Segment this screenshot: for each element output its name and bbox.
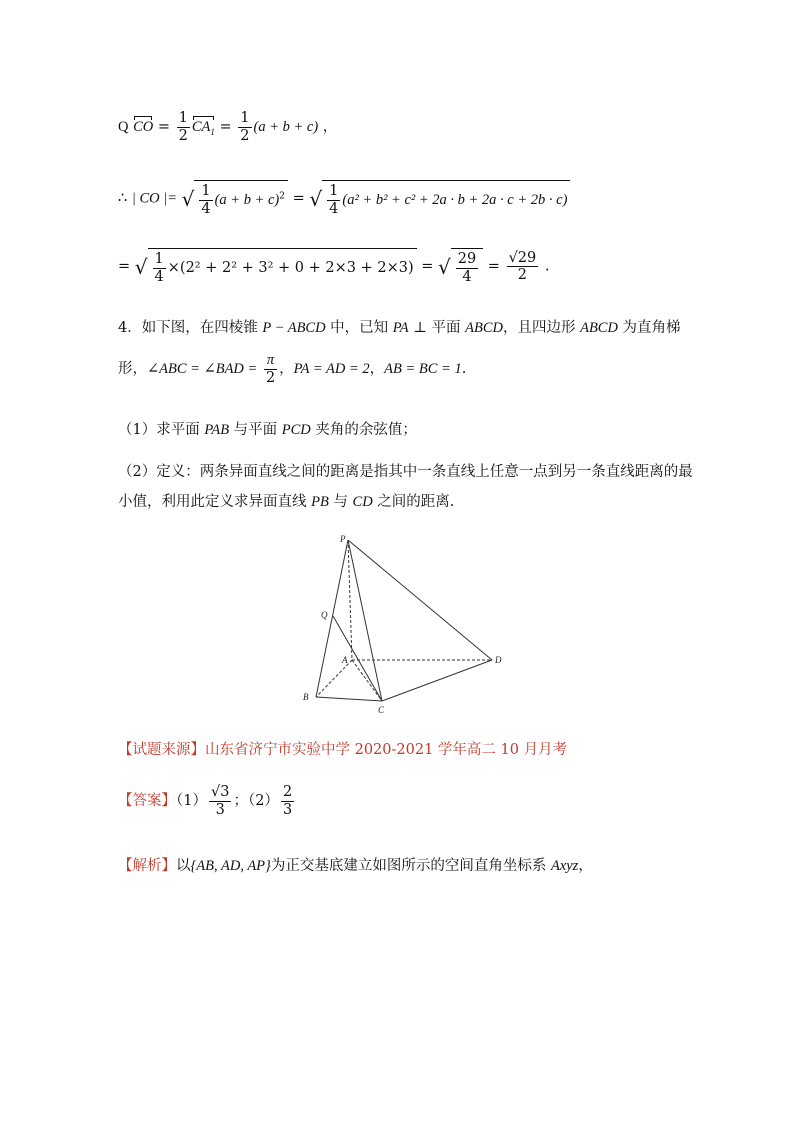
sqrt-29-over-4: √ $\frac{29}{4}$ <box>438 248 483 285</box>
label-a: A <box>342 655 348 665</box>
sqrt-expr-2: √ $\frac{1}{4}$ (a² + b² + c² + 2a · b + 2a · c + 2b · c) <box>309 180 570 217</box>
fraction-pi-over-2: $\frac{\pi}{2}$ <box>265 352 276 386</box>
vector-ca1: $CA_1$ <box>191 119 215 138</box>
formula-line-2: ∴ | CO |= √ $\frac{1}{4}$ $(a + b + c)^2$ = √ $\frac{1}{4}$ (a² + b² + c² + 2a · b + 2a · c + 2b · c) <box>118 180 570 217</box>
answer-line: 【答案】（1） $\frac{√3}{3}$ ；（2） $\frac{2}{3}$ <box>118 784 293 818</box>
basis-set: {AB, AD, AP} <box>190 858 271 874</box>
analysis-tag: 【解析】 <box>118 858 176 874</box>
formula-line-3: = √ $\frac{1}{4}$ ×(2² + 2² + 3² + 0 + 2×3 + 2×3) = √ $\frac{29}{4}$ = $\frac{√29}{2}$ . <box>118 249 550 285</box>
vector-sum-abc: (a + b + c) <box>253 119 319 136</box>
fraction-half: $\frac{1}{2}$ <box>178 110 188 144</box>
edge-ab <box>316 660 352 697</box>
norm-co: | CO |= <box>131 190 177 207</box>
result-fraction: $\frac{√29}{2}$ <box>508 249 537 284</box>
pyramid-figure <box>296 530 516 720</box>
label-b: B <box>303 692 309 702</box>
formula-line-1: Q CO = $\frac{1}{2}$ $CA_1$ = $\frac{1}{2}$ (a + b + c) ， <box>118 110 338 144</box>
source-text: 山东省济宁市实验中学 2020-2021 学年高二 10 月月考 <box>205 742 568 758</box>
answer-1-fraction: $\frac{√3}{3}$ <box>210 784 230 818</box>
vector-co: CO <box>133 119 154 136</box>
source-line <box>118 738 567 759</box>
equals: = <box>157 119 171 136</box>
label-p: P <box>340 534 346 544</box>
source-tag: 【试题来源】 <box>118 742 205 758</box>
question-4-line-2: 形，∠ABC = ∠BAD = $\frac{\pi}{2}$ ，PA = AD = 2，AB = BC = 1. <box>118 352 467 386</box>
question-4-line-1: 4．如下图，在四棱锥 P − ABCD 中，已知 PA ⊥ 平面 ABCD，且四边形 ABCD 为直角梯 <box>118 320 681 336</box>
label-c: C <box>378 705 385 715</box>
edge-bc <box>316 697 382 701</box>
edge-cd <box>382 660 492 701</box>
edge-qc <box>333 616 382 701</box>
label-d: D <box>495 655 502 665</box>
part-2-line-2: 小值，利用此定义求异面直线 PB 与 CD 之间的距离. <box>118 494 455 510</box>
sqrt-expr-3: √ $\frac{1}{4}$ ×(2² + 2² + 3² + 0 + 2×3 + 2×3) <box>135 248 417 285</box>
analysis-line: 【解析】以{AB, AD, AP}为正交基底建立如图所示的空间直角坐标系 Axyz， <box>118 858 593 874</box>
sqrt-expr-1: √ $\frac{1}{4}$ $(a + b + c)^2$ <box>182 180 288 217</box>
answer-tag: 【答案】 <box>118 793 176 810</box>
answer-2-fraction: $\frac{2}{3}$ <box>282 784 293 818</box>
punct: ， <box>322 119 338 136</box>
fraction-half-2: $\frac{1}{2}$ <box>240 110 250 144</box>
part-1: （1）求平面 PAB 与平面 PCD 夹角的余弦值； <box>118 422 417 438</box>
therefore-symbol: ∴ <box>118 190 128 207</box>
because-symbol: Q <box>118 119 129 136</box>
label-q: Q <box>321 610 328 620</box>
part-2-line-1: （2）定义：两条异面直线之间的距离是指其中一条直线上任意一点到另一条直线距离的最 <box>118 464 693 480</box>
